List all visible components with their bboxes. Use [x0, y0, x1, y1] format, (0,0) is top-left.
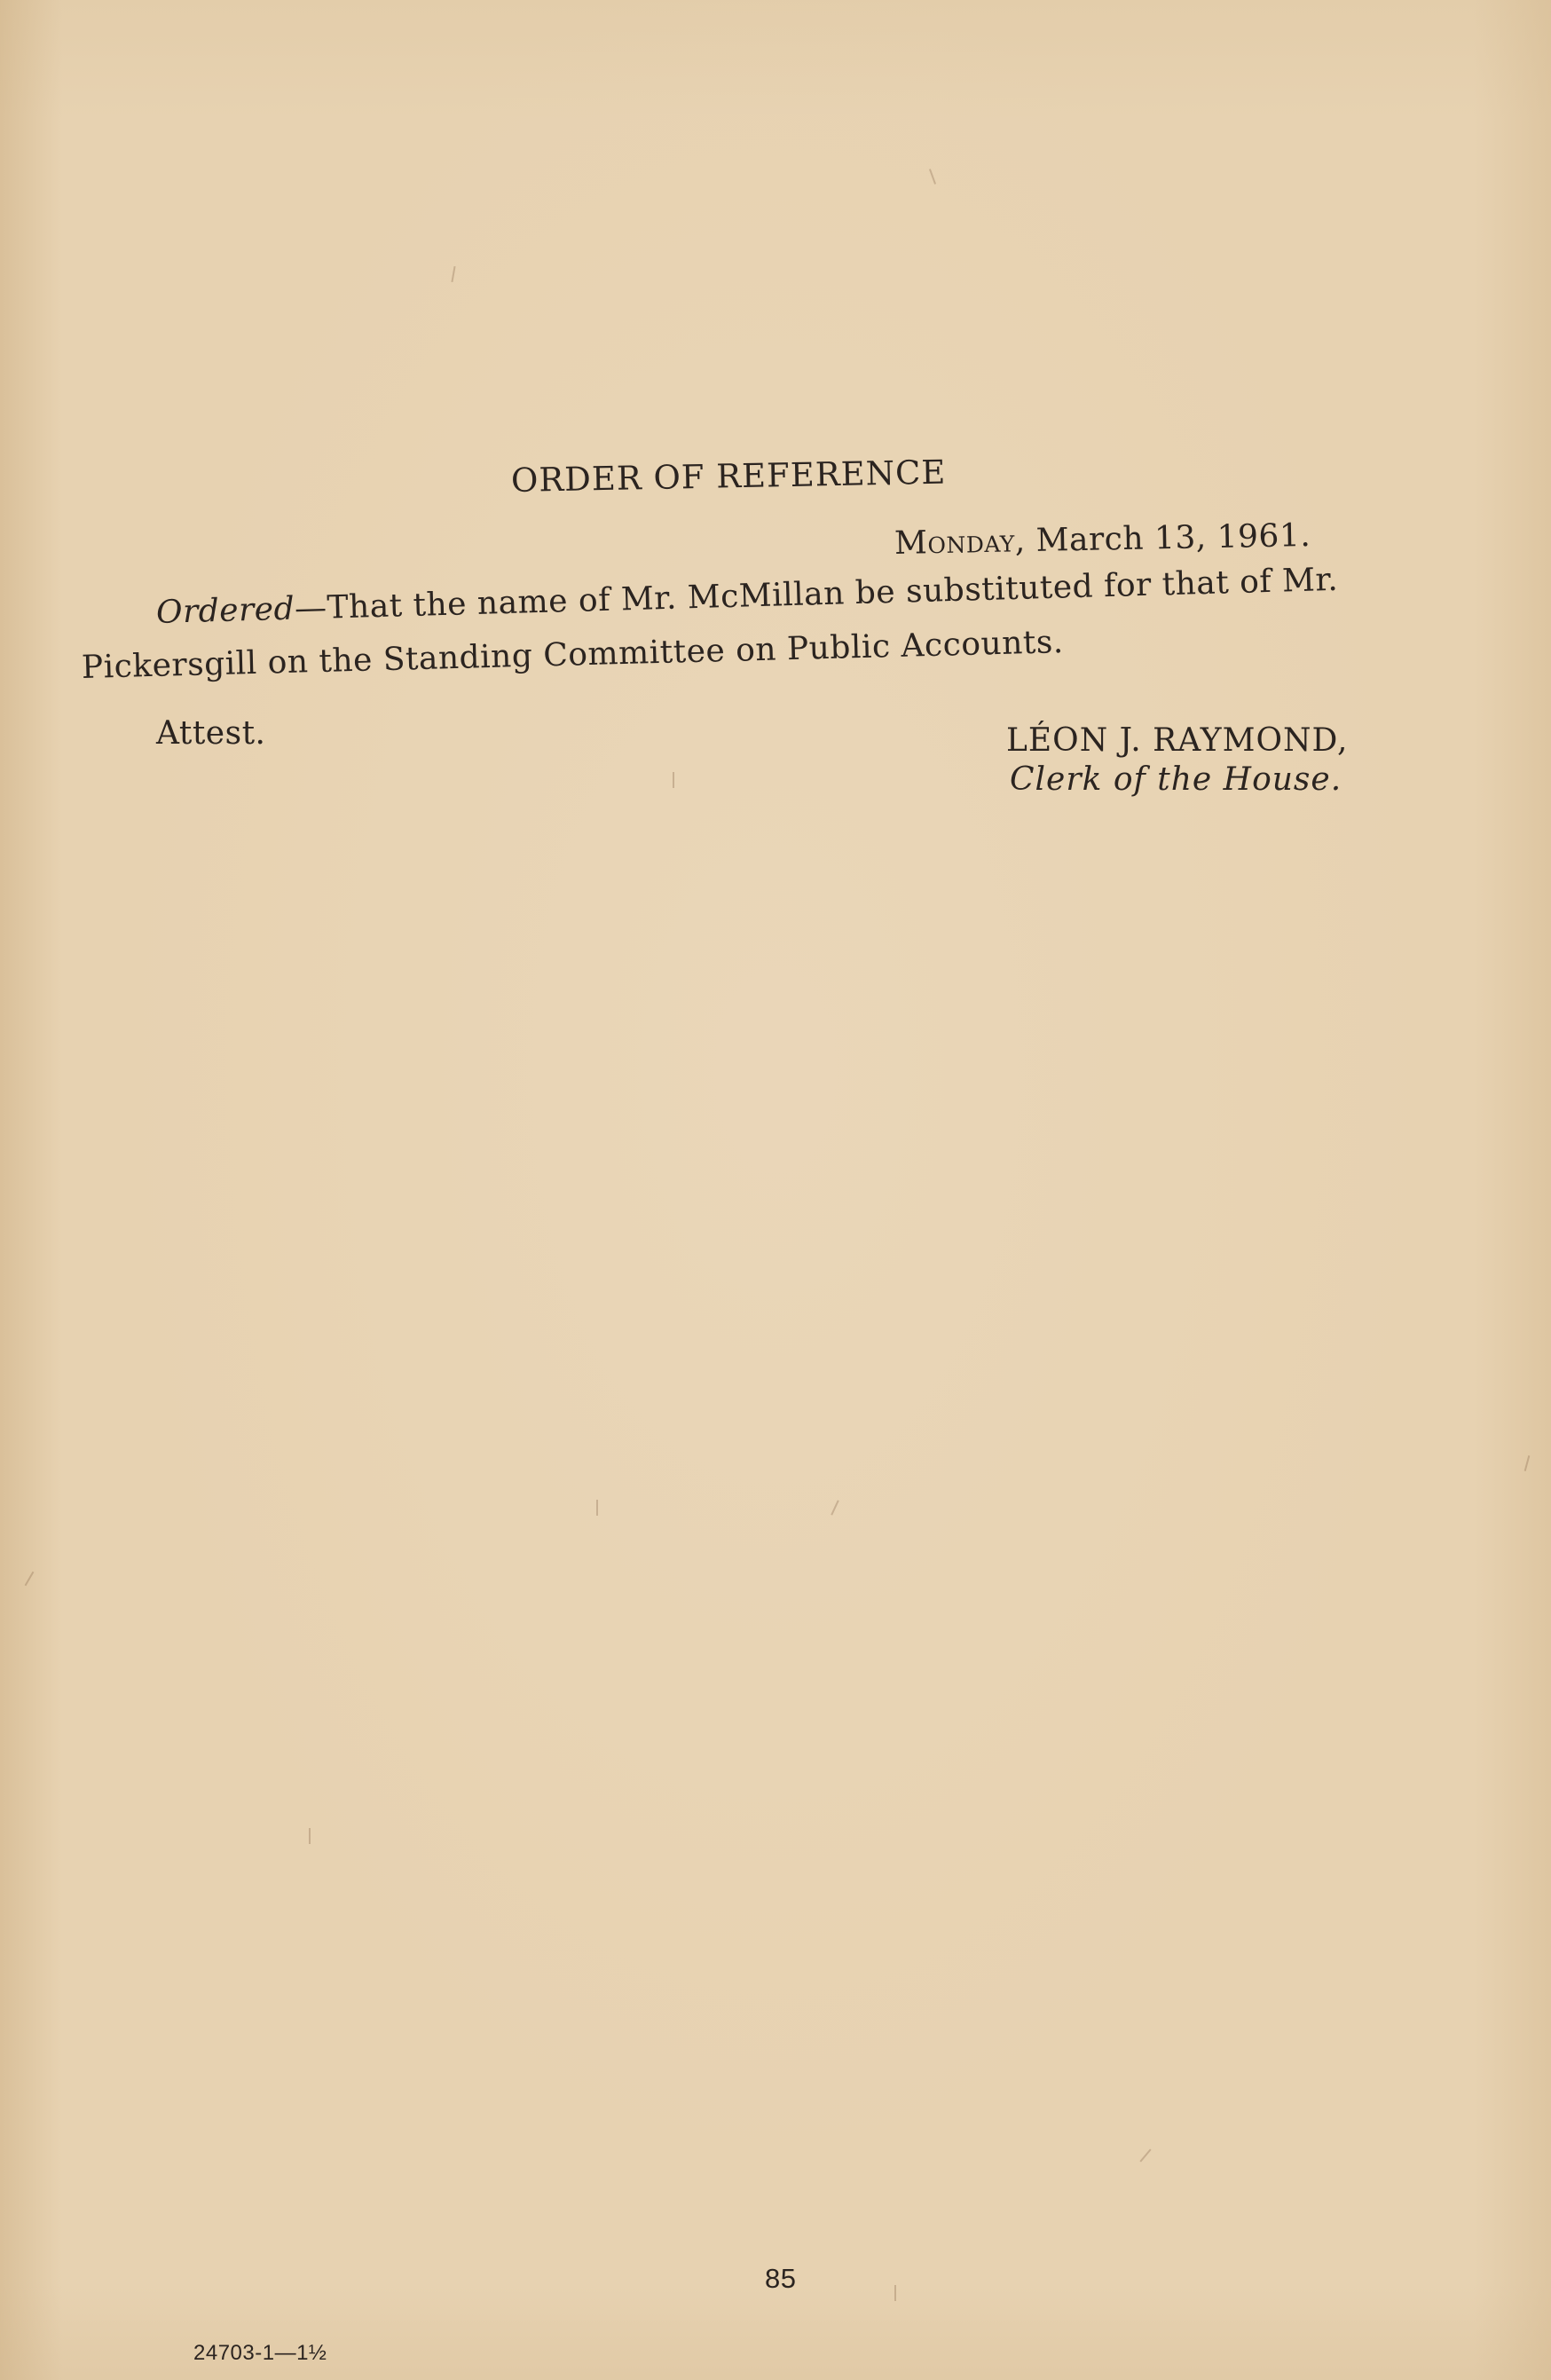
paper-fiber	[1139, 2148, 1151, 2162]
paper-fiber	[25, 1572, 35, 1587]
order-paragraph-line-2: Pickersgill on the Standing Committee on Public Accounts.	[81, 624, 1065, 686]
paper-fiber	[1524, 1455, 1531, 1471]
paper-fiber	[596, 1500, 598, 1516]
page-number: 85	[765, 2263, 797, 2294]
page-heading: ORDER OF REFERENCE	[510, 453, 947, 500]
paper-fiber	[831, 1500, 838, 1515]
date-weekday: Monday,	[894, 523, 1027, 562]
print-code: 24703-1—1½	[193, 2341, 327, 2365]
signer-title: Clerk of the House.	[1010, 761, 1342, 798]
paper-fiber	[673, 772, 674, 788]
order-line1-text: —That the name of Mr. McMillan be substituted for that of Mr.	[294, 561, 1339, 627]
paper-fiber	[929, 169, 936, 185]
order-lead: Ordered	[155, 590, 295, 631]
paper-fiber	[894, 2285, 896, 2301]
date-rest: March 13, 1961.	[1025, 516, 1311, 560]
paper-fiber	[309, 1828, 311, 1844]
paper-fiber	[451, 266, 455, 282]
date-line	[894, 517, 1311, 562]
order-paragraph-line-1	[155, 562, 1338, 631]
signer-name: LÉON J. RAYMOND,	[1006, 722, 1349, 759]
attest-label: Attest.	[156, 715, 266, 752]
